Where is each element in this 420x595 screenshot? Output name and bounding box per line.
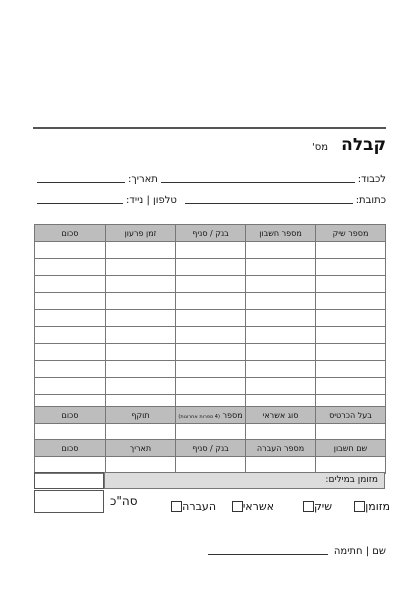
table-cell[interactable] bbox=[106, 457, 176, 474]
table-cell[interactable] bbox=[316, 424, 386, 441]
table-cell[interactable] bbox=[316, 276, 386, 293]
header-card-holder: בעל הכרטיס bbox=[316, 407, 386, 424]
table-row[interactable] bbox=[35, 310, 386, 327]
table-cell[interactable] bbox=[176, 242, 246, 259]
table-row[interactable] bbox=[35, 242, 386, 259]
table-cell[interactable] bbox=[246, 361, 316, 378]
receipt-number-label: מס' bbox=[312, 142, 329, 153]
cheque-header-row bbox=[35, 225, 386, 242]
table-cell[interactable] bbox=[176, 378, 246, 395]
signature-line[interactable] bbox=[208, 554, 328, 555]
address-line[interactable] bbox=[185, 203, 353, 204]
payment-cash-label: מזומן bbox=[365, 500, 390, 513]
table-cell[interactable] bbox=[316, 344, 386, 361]
table-cell[interactable] bbox=[246, 378, 316, 395]
cash-amount-box[interactable] bbox=[34, 472, 104, 489]
total-label: סה"כ bbox=[110, 494, 138, 508]
table-cell[interactable] bbox=[246, 424, 316, 441]
table-cell[interactable] bbox=[316, 361, 386, 378]
checkbox-transfer[interactable] bbox=[171, 501, 182, 512]
transfer-header-row bbox=[35, 440, 386, 457]
header-expiry: תוקף bbox=[106, 407, 176, 424]
table-cell[interactable] bbox=[35, 276, 106, 293]
phone-field[interactable] bbox=[34, 195, 177, 206]
receipt-title bbox=[312, 135, 386, 155]
header-bank-branch: בנק / סניף bbox=[176, 225, 246, 242]
table-cell[interactable] bbox=[176, 457, 246, 474]
table-cell[interactable] bbox=[246, 293, 316, 310]
table-row[interactable] bbox=[35, 378, 386, 395]
table-cell[interactable] bbox=[106, 259, 176, 276]
table-cell[interactable] bbox=[106, 327, 176, 344]
payment-credit[interactable] bbox=[228, 500, 274, 513]
date-label: תאריך: bbox=[128, 174, 158, 185]
table-cell[interactable] bbox=[176, 310, 246, 327]
table-row[interactable] bbox=[35, 344, 386, 361]
table-cell[interactable] bbox=[106, 242, 176, 259]
table-cell[interactable] bbox=[176, 293, 246, 310]
table-cell[interactable] bbox=[35, 457, 106, 474]
table-cell[interactable] bbox=[176, 424, 246, 441]
checkbox-credit[interactable] bbox=[232, 501, 243, 512]
header-transfer-amount: סכום bbox=[35, 440, 106, 457]
table-cell[interactable] bbox=[35, 378, 106, 395]
table-cell[interactable] bbox=[316, 378, 386, 395]
address-label: כתובת: bbox=[355, 195, 386, 206]
header-transfer-number: מספר העברה bbox=[246, 440, 316, 457]
table-cell[interactable] bbox=[176, 344, 246, 361]
cheque-table bbox=[34, 224, 386, 412]
table-cell[interactable] bbox=[246, 327, 316, 344]
table-cell[interactable] bbox=[176, 259, 246, 276]
table-cell[interactable] bbox=[106, 361, 176, 378]
table-cell[interactable] bbox=[35, 293, 106, 310]
header-amount: סכום bbox=[35, 225, 106, 242]
table-cell[interactable] bbox=[246, 457, 316, 474]
table-cell[interactable] bbox=[35, 424, 106, 441]
table-row[interactable] bbox=[35, 259, 386, 276]
table-cell[interactable] bbox=[176, 361, 246, 378]
table-cell[interactable] bbox=[106, 378, 176, 395]
table-cell[interactable] bbox=[246, 242, 316, 259]
checkbox-cash[interactable] bbox=[354, 501, 365, 512]
payment-cheque[interactable] bbox=[299, 500, 332, 513]
table-cell[interactable] bbox=[106, 344, 176, 361]
header-transfer-bank: בנק / סניף bbox=[176, 440, 246, 457]
table-row[interactable] bbox=[35, 293, 386, 310]
card-entry-row[interactable] bbox=[35, 424, 386, 441]
table-cell[interactable] bbox=[316, 242, 386, 259]
table-cell[interactable] bbox=[246, 310, 316, 327]
to-line[interactable] bbox=[161, 182, 355, 183]
header-due-date: זמן פרעון bbox=[106, 225, 176, 242]
card-header-row bbox=[35, 407, 386, 424]
cash-words-label: מזומן במילים: bbox=[325, 475, 378, 485]
table-cell[interactable] bbox=[176, 276, 246, 293]
to-label: לכבוד: bbox=[357, 174, 386, 185]
table-row[interactable] bbox=[35, 361, 386, 378]
table-row[interactable] bbox=[35, 327, 386, 344]
header-cheque-number: מספר שיק bbox=[316, 225, 386, 242]
table-cell[interactable] bbox=[246, 276, 316, 293]
table-cell[interactable] bbox=[316, 259, 386, 276]
table-cell[interactable] bbox=[316, 310, 386, 327]
table-cell[interactable] bbox=[246, 259, 316, 276]
date-line[interactable] bbox=[37, 182, 125, 183]
table-cell[interactable] bbox=[176, 327, 246, 344]
table-cell[interactable] bbox=[35, 327, 106, 344]
transfer-table bbox=[34, 439, 386, 474]
table-cell[interactable] bbox=[316, 293, 386, 310]
table-row[interactable] bbox=[35, 276, 386, 293]
payment-transfer-label: העברה bbox=[182, 500, 216, 513]
table-cell[interactable] bbox=[35, 242, 106, 259]
phone-label: טלפון | נייד: bbox=[126, 195, 177, 206]
top-rule bbox=[33, 127, 386, 129]
payment-cash[interactable] bbox=[350, 500, 390, 513]
header-credit-type: סוג אשראי bbox=[246, 407, 316, 424]
payment-transfer[interactable] bbox=[167, 500, 216, 513]
transfer-entry-row[interactable] bbox=[35, 457, 386, 474]
table-cell[interactable] bbox=[106, 424, 176, 441]
card-number-main: מספר bbox=[222, 410, 243, 420]
header-card-amount: סכום bbox=[35, 407, 106, 424]
header-transfer-date: תאריך bbox=[106, 440, 176, 457]
address-field[interactable] bbox=[182, 195, 386, 206]
header-account-name: שם חשבון bbox=[316, 440, 386, 457]
to-field[interactable] bbox=[158, 174, 386, 185]
header-account-number: מספר חשבון bbox=[246, 225, 316, 242]
title-text: קבלה bbox=[341, 135, 386, 155]
card-number-note: (4 ספרות אחרונות) bbox=[178, 413, 220, 420]
signature-field[interactable] bbox=[208, 546, 386, 557]
card-table bbox=[34, 406, 386, 441]
table-cell[interactable] bbox=[246, 344, 316, 361]
date-field[interactable] bbox=[34, 174, 158, 185]
header-card-number bbox=[176, 407, 246, 424]
payment-credit-label: אשראי bbox=[242, 500, 274, 513]
table-cell[interactable] bbox=[35, 361, 106, 378]
table-cell[interactable] bbox=[35, 310, 106, 327]
table-cell[interactable] bbox=[316, 457, 386, 474]
total-amount-box[interactable] bbox=[34, 490, 104, 513]
cash-words-bar[interactable] bbox=[104, 472, 385, 489]
table-cell[interactable] bbox=[106, 276, 176, 293]
phone-line[interactable] bbox=[37, 203, 123, 204]
table-cell[interactable] bbox=[35, 259, 106, 276]
signature-label: שם | חתימה bbox=[333, 546, 386, 557]
table-cell[interactable] bbox=[35, 344, 106, 361]
table-cell[interactable] bbox=[106, 310, 176, 327]
table-cell[interactable] bbox=[316, 327, 386, 344]
checkbox-cheque[interactable] bbox=[303, 501, 314, 512]
payment-cheque-label: שיק bbox=[313, 500, 332, 513]
table-cell[interactable] bbox=[106, 293, 176, 310]
